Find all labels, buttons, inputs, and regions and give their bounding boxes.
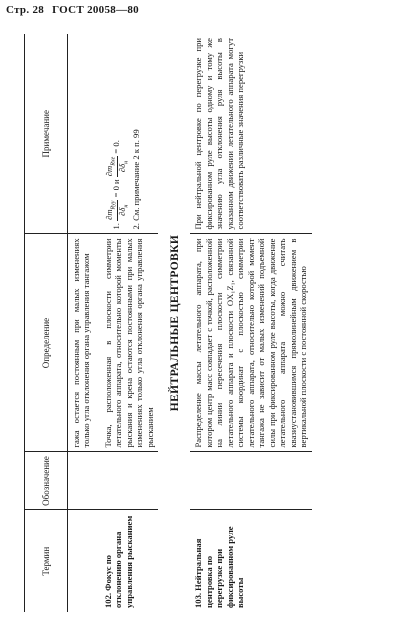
fraction: $\partial m_{Rxе}$ $\partial\delta_н$: [103, 156, 130, 177]
definition-cell: Точка, расположенная в плоскости симметрии летательного аппарата, относительно которой моменты рыскания и крена остаются постоянными при малых изменениях только угла отклонения органа управления рысканием: [95, 234, 158, 452]
table-row: [68, 34, 95, 612]
term-cell: 103. Нейтральная центровка по перегрузке при фиксированном руле высоты: [193, 526, 246, 608]
page-header: [6, 4, 144, 16]
fraction: $\partial m_{Ryу}$ $\partial\delta_н$: [103, 200, 130, 220]
note-cell: [68, 34, 95, 234]
designation-cell: [68, 452, 95, 510]
table-header-row: [25, 34, 68, 612]
note-cell: При нейтральной центровке по перегрузке при фиксированном руле высоты одному и тому же значению угла отклонения руля высоты в указанном движении летательного аппарата могут соответствовать различные значения перегрузки: [190, 34, 311, 234]
section-row: [158, 34, 190, 612]
note-text: 2. См. примечание 2 к п. 99: [131, 129, 142, 230]
designation-cell: [190, 452, 311, 510]
term-cell: 102. Фокус по отклонению органа управления рысканием: [102, 515, 134, 608]
note-cell: [95, 34, 158, 234]
definition-cell: Распределение массы летательного аппарата, при котором центр масс совпадает с точкой, расположенной на линии пересечения плоскости симметрии летательного аппарата и плоскости OX₁Z₁, связанной системы координат с плоскостью симметрии летательного аппарата, относительно которой момент тангажа не зависит от малых изменений подъемной силы при фиксированном руле высоты, когда движение летательного аппарата можно считать квазиустановившимся прямолинейным движением в вертикальной плоскости с постоянной скоростью: [190, 234, 311, 452]
section-title: НЕЙТРАЛЬНЫЕ ЦЕНТРОВКИ: [169, 234, 182, 412]
term-cell: [68, 510, 95, 612]
column-header-definition: Определение: [25, 234, 68, 452]
page-number: Стр. 28: [6, 4, 45, 16]
column-header-note: Примечание: [25, 34, 68, 234]
rotated-content: [24, 34, 409, 612]
terms-table: [24, 34, 312, 612]
column-header-designation: Обозначение: [25, 452, 68, 510]
designation-cell: [95, 452, 158, 510]
definition-cell: гажа остается постоянным при малых изменениях только угла отклонения органа управления тангажом: [68, 234, 95, 452]
standard-number: ГОСТ 20058—80: [52, 4, 139, 16]
note-formula: 1. $\partial m_{Ryу}$ $\partial\delta_н$ = 0 и $\partial m_{Rxе}$ $\partial\delta_н$ = 0.: [103, 140, 130, 230]
column-header-term: Термин: [25, 510, 68, 612]
table-row: [190, 34, 311, 612]
table-row: [95, 34, 158, 612]
